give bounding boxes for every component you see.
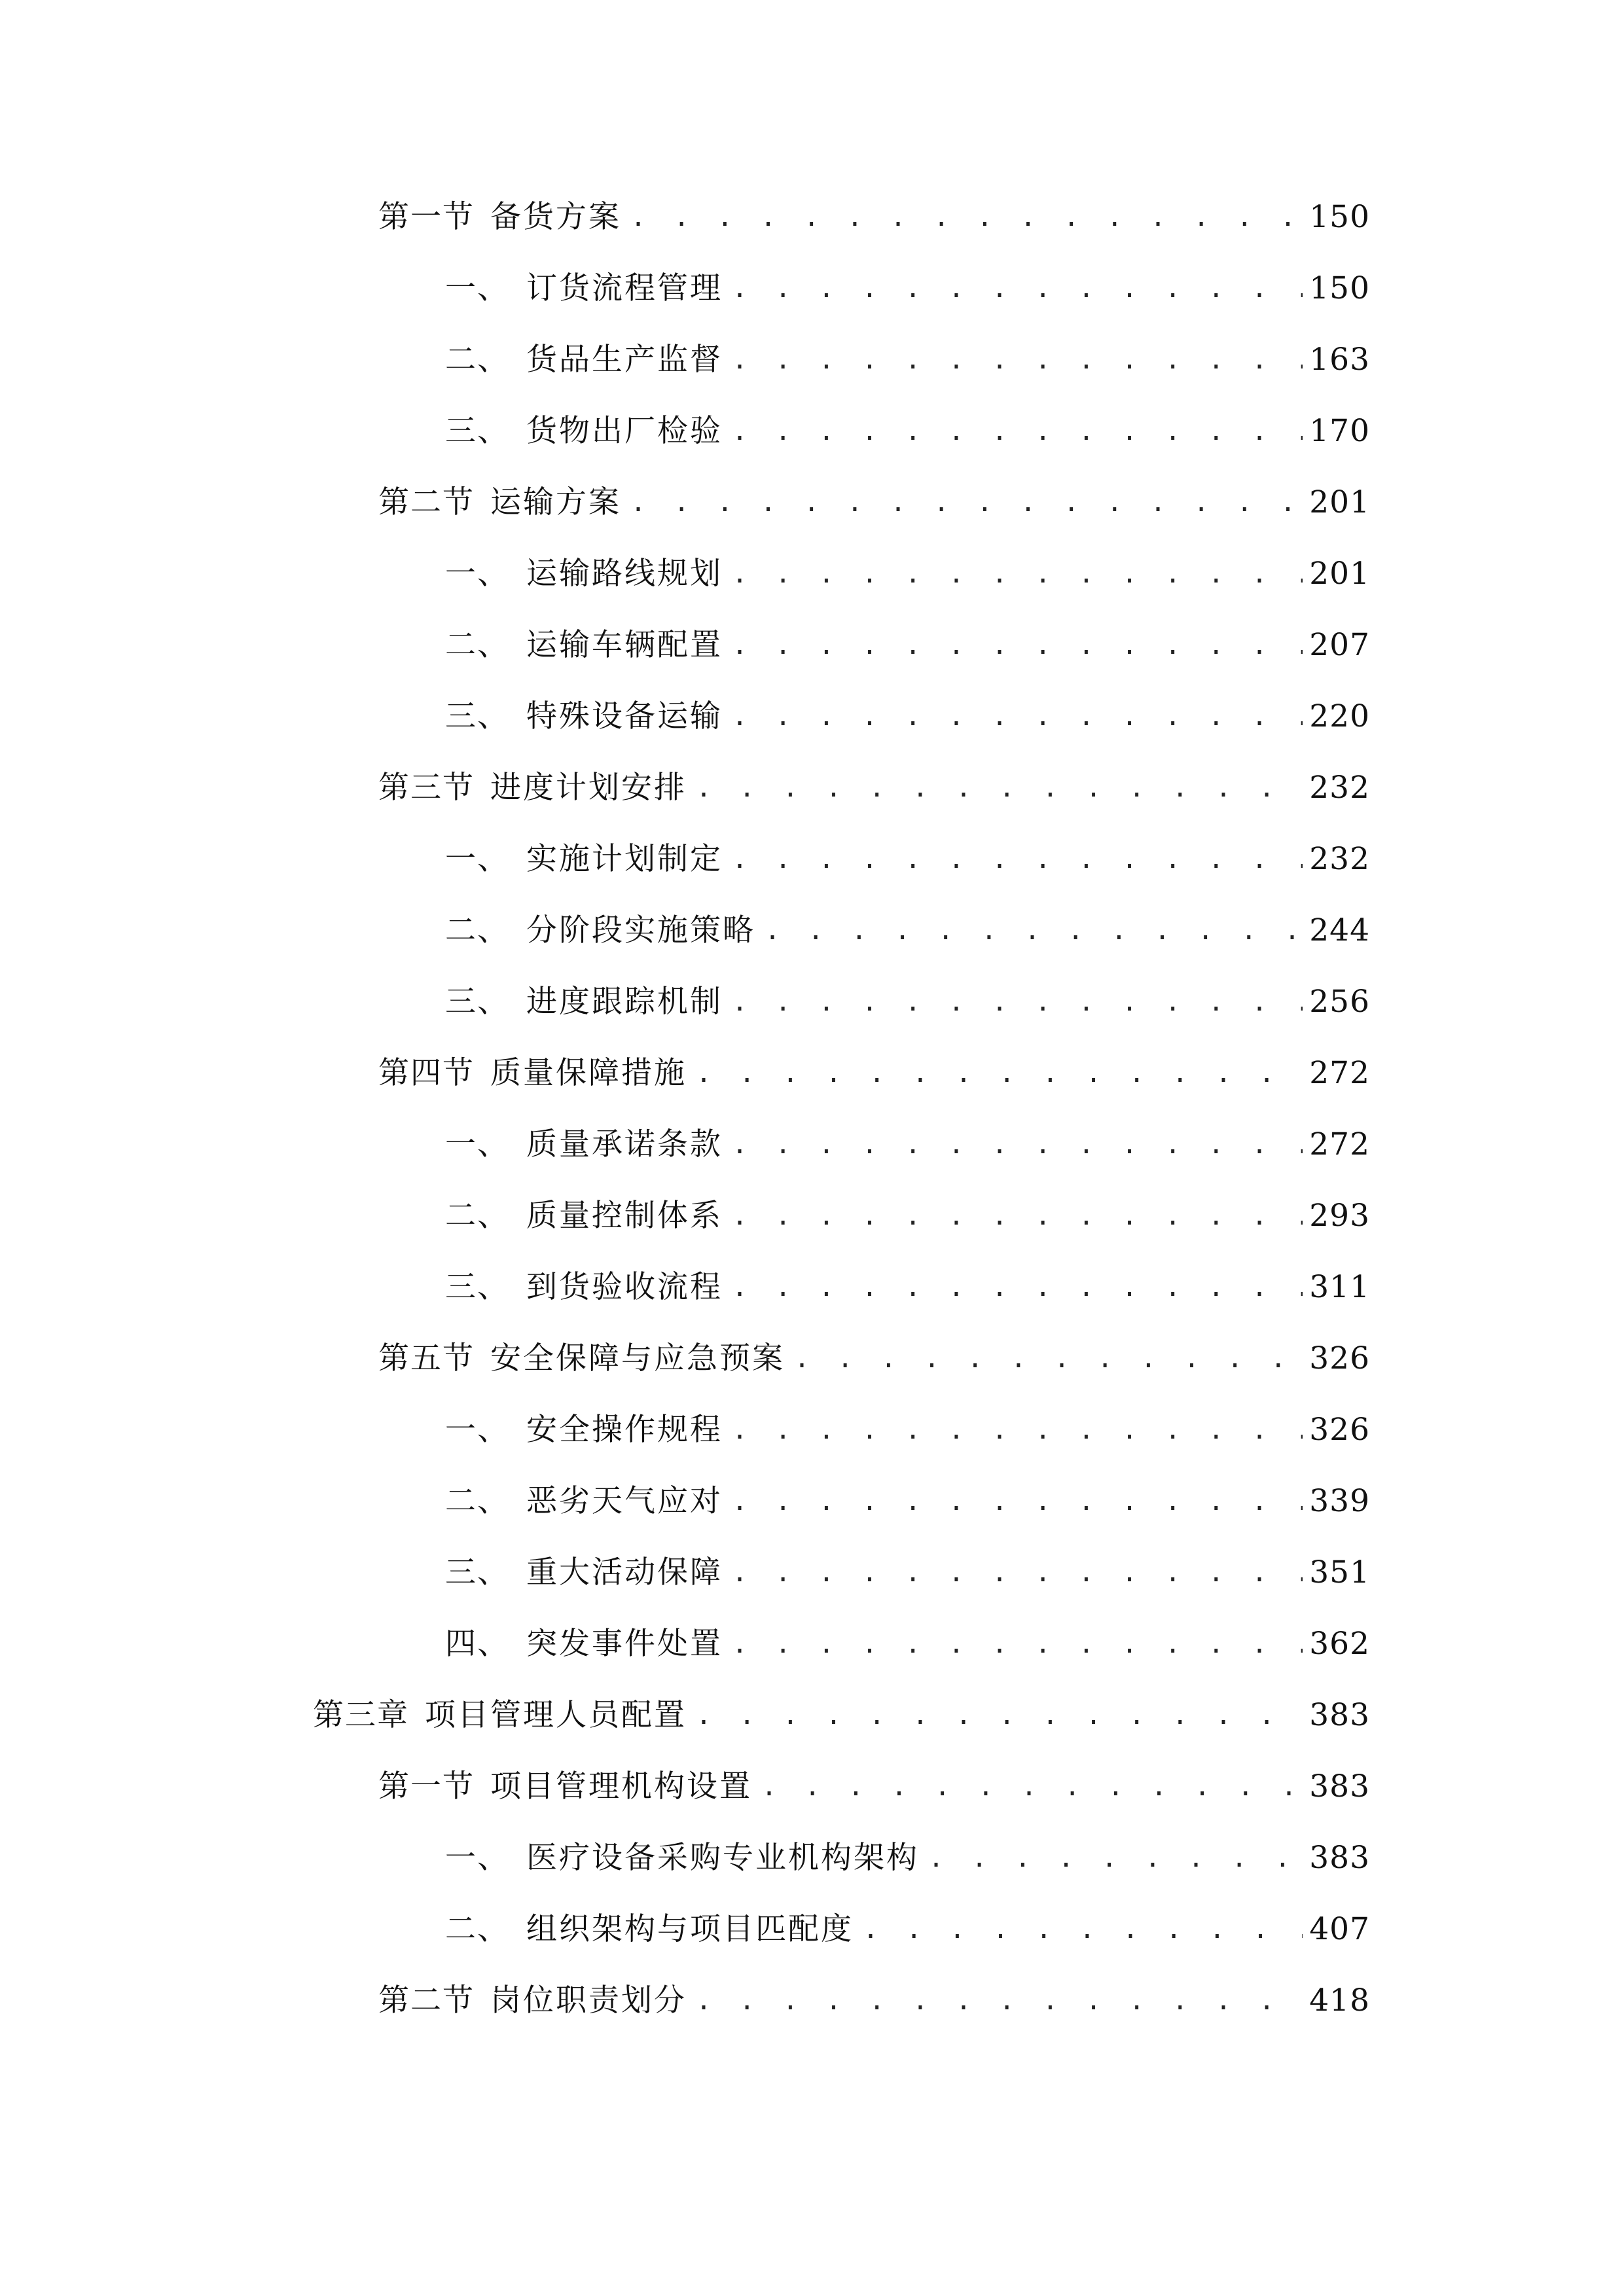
entry-title: 特殊设备运输 xyxy=(526,698,723,734)
dot-leader xyxy=(928,1832,1303,1884)
entry-prefix: 第三章 xyxy=(313,1697,409,1733)
toc-entry-section[interactable] xyxy=(378,1975,1370,2027)
toc-entry-subsection[interactable] xyxy=(445,405,1370,457)
dot-leader xyxy=(696,1047,1303,1100)
toc-entry-section[interactable] xyxy=(378,476,1370,529)
entry-prefix: 第一节 xyxy=(378,199,475,235)
entry-title: 实施计划制定 xyxy=(526,841,723,877)
entry-prefix: 一、 xyxy=(445,841,509,877)
toc-entry-section[interactable] xyxy=(378,1047,1370,1100)
dot-leader xyxy=(732,262,1303,315)
toc-entry-section[interactable] xyxy=(378,1761,1370,1813)
page-number: 362 xyxy=(1309,1626,1370,1662)
entry-title: 备货方案 xyxy=(490,199,621,235)
entry-title: 质量保障措施 xyxy=(490,1055,687,1091)
page-number: 201 xyxy=(1309,484,1370,520)
entry-title: 质量承诺条款 xyxy=(526,1126,723,1162)
dot-leader xyxy=(732,548,1303,600)
entry-title: 进度计划安排 xyxy=(490,770,687,806)
toc-entry-subsection[interactable] xyxy=(445,1903,1370,1956)
dot-leader xyxy=(696,1689,1303,1742)
dot-leader xyxy=(732,1261,1303,1314)
entry-title: 运输车辆配置 xyxy=(526,627,723,663)
toc-entry-subsection[interactable] xyxy=(445,905,1370,957)
page-number: 326 xyxy=(1309,1340,1370,1376)
entry-title: 项目管理机构设置 xyxy=(490,1768,752,1804)
entry-title: 安全保障与应急预案 xyxy=(490,1340,785,1376)
entry-prefix: 第二节 xyxy=(378,484,475,520)
toc-entry-section[interactable] xyxy=(378,1333,1370,1385)
entry-prefix: 一、 xyxy=(445,556,509,592)
page-number: 163 xyxy=(1309,342,1370,378)
entry-title: 突发事件处置 xyxy=(526,1626,723,1662)
page-number: 207 xyxy=(1309,627,1370,663)
entry-prefix: 二、 xyxy=(445,627,509,663)
dot-leader xyxy=(732,619,1303,672)
toc-entry-subsection[interactable] xyxy=(445,548,1370,600)
toc-entry-subsection[interactable] xyxy=(445,833,1370,886)
toc-entry-subsection[interactable] xyxy=(445,1547,1370,1599)
dot-leader xyxy=(630,476,1303,529)
entry-title: 货物出厂检验 xyxy=(526,413,723,449)
toc-entry-section[interactable] xyxy=(378,762,1370,814)
entry-title: 进度跟踪机制 xyxy=(526,984,723,1020)
page-number: 170 xyxy=(1309,413,1370,449)
entry-prefix: 三、 xyxy=(445,413,509,449)
entry-prefix: 一、 xyxy=(445,1126,509,1162)
page-number: 201 xyxy=(1309,556,1370,592)
entry-title: 重大活动保障 xyxy=(526,1554,723,1590)
entry-title: 岗位职责划分 xyxy=(490,1982,687,2018)
entry-title: 组织架构与项目匹配度 xyxy=(526,1911,854,1947)
toc-entry-chapter[interactable] xyxy=(313,1689,1370,1742)
entry-prefix: 三、 xyxy=(445,1554,509,1590)
page-number: 351 xyxy=(1309,1554,1370,1590)
entry-prefix: 一、 xyxy=(445,1412,509,1448)
page-number: 383 xyxy=(1309,1768,1370,1804)
dot-leader xyxy=(732,334,1303,386)
entry-title: 项目管理人员配置 xyxy=(425,1697,687,1733)
dot-leader xyxy=(732,405,1303,457)
dot-leader xyxy=(630,191,1303,243)
entry-title: 分阶段实施策略 xyxy=(526,912,755,948)
dot-leader xyxy=(732,976,1303,1028)
entry-prefix: 第三节 xyxy=(378,770,475,806)
toc-entry-subsection[interactable] xyxy=(445,1475,1370,1528)
dot-leader xyxy=(732,1618,1303,1670)
page-number: 339 xyxy=(1309,1483,1370,1519)
page-number: 272 xyxy=(1309,1055,1370,1091)
dot-leader xyxy=(696,762,1303,814)
entry-title: 货品生产监督 xyxy=(526,342,723,378)
entry-prefix: 二、 xyxy=(445,1483,509,1519)
toc-entry-subsection[interactable] xyxy=(445,619,1370,672)
dot-leader xyxy=(732,1475,1303,1528)
entry-title: 订货流程管理 xyxy=(526,270,723,306)
entry-prefix: 二、 xyxy=(445,1911,509,1947)
entry-prefix: 一、 xyxy=(445,1840,509,1876)
toc-entry-subsection[interactable] xyxy=(445,691,1370,743)
toc-entry-section[interactable] xyxy=(378,191,1370,243)
entry-prefix: 四、 xyxy=(445,1626,509,1662)
page-number: 383 xyxy=(1309,1697,1370,1733)
page-number: 232 xyxy=(1309,841,1370,877)
dot-leader xyxy=(732,1190,1303,1242)
page-number: 293 xyxy=(1309,1198,1370,1234)
entry-prefix: 一、 xyxy=(445,270,509,306)
entry-prefix: 第一节 xyxy=(378,1768,475,1804)
entry-prefix: 三、 xyxy=(445,1269,509,1305)
page-number: 272 xyxy=(1309,1126,1370,1162)
entry-prefix: 三、 xyxy=(445,698,509,734)
toc-entry-subsection[interactable] xyxy=(445,1119,1370,1171)
entry-prefix: 二、 xyxy=(445,342,509,378)
toc-entry-subsection[interactable] xyxy=(445,1404,1370,1456)
dot-leader xyxy=(732,1404,1303,1456)
dot-leader xyxy=(761,1761,1303,1813)
toc-entry-subsection[interactable] xyxy=(445,1190,1370,1242)
toc-entry-subsection[interactable] xyxy=(445,1618,1370,1670)
page-number: 256 xyxy=(1309,984,1370,1020)
dot-leader xyxy=(732,833,1303,886)
page-number: 407 xyxy=(1309,1911,1370,1947)
entry-prefix: 第二节 xyxy=(378,1982,475,2018)
entry-prefix: 第五节 xyxy=(378,1340,475,1376)
entry-title: 质量控制体系 xyxy=(526,1198,723,1234)
entry-prefix: 二、 xyxy=(445,912,509,948)
page-number: 418 xyxy=(1309,1982,1370,2018)
dot-leader xyxy=(732,1547,1303,1599)
page-number: 232 xyxy=(1309,770,1370,806)
entry-title: 运输方案 xyxy=(490,484,621,520)
page-number: 220 xyxy=(1309,698,1370,734)
page-number: 150 xyxy=(1309,270,1370,306)
dot-leader xyxy=(696,1975,1303,2027)
toc-entry-subsection[interactable] xyxy=(445,1832,1370,1884)
page-number: 311 xyxy=(1309,1269,1370,1305)
dot-leader xyxy=(732,691,1303,743)
entry-title: 安全操作规程 xyxy=(526,1412,723,1448)
dot-leader xyxy=(732,1119,1303,1171)
entry-prefix: 第四节 xyxy=(378,1055,475,1091)
page-number: 150 xyxy=(1309,199,1370,235)
page-number: 326 xyxy=(1309,1412,1370,1448)
page-number: 244 xyxy=(1309,912,1370,948)
dot-leader xyxy=(794,1333,1303,1385)
entry-title: 运输路线规划 xyxy=(526,556,723,592)
entry-title: 医疗设备采购专业机构架构 xyxy=(526,1840,919,1876)
dot-leader xyxy=(765,905,1303,957)
page-number: 383 xyxy=(1309,1840,1370,1876)
entry-title: 到货验收流程 xyxy=(526,1269,723,1305)
entry-title: 恶劣天气应对 xyxy=(526,1483,723,1519)
toc-entry-subsection[interactable] xyxy=(445,976,1370,1028)
entry-prefix: 二、 xyxy=(445,1198,509,1234)
toc-entry-subsection[interactable] xyxy=(445,1261,1370,1314)
toc-entry-subsection[interactable] xyxy=(445,334,1370,386)
entry-prefix: 三、 xyxy=(445,984,509,1020)
dot-leader xyxy=(863,1903,1303,1956)
toc-entry-subsection[interactable] xyxy=(445,262,1370,315)
